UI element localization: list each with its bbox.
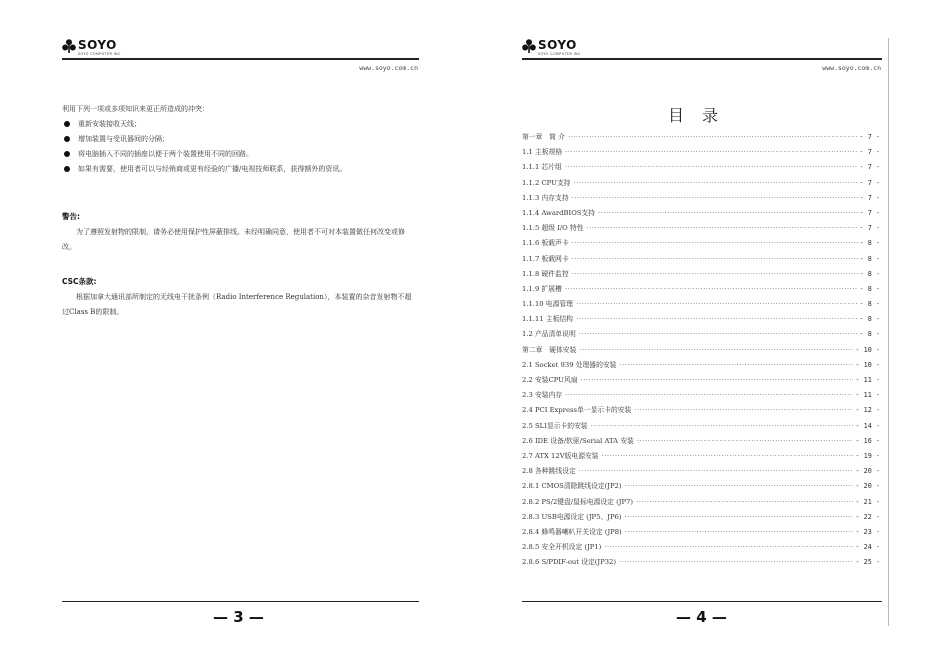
toc-entry-label: 1.1.5 超级 I/O 特性 xyxy=(522,224,584,233)
toc-entry[interactable] xyxy=(522,450,880,465)
toc-entry-label: 1.1.8 硬件监控 xyxy=(522,269,569,278)
header-rule xyxy=(522,58,882,60)
toc-entry[interactable] xyxy=(522,541,880,556)
toc-entry-page: - 8 - xyxy=(859,284,880,293)
logo-text: SOYO xyxy=(78,38,117,52)
header-rule xyxy=(62,58,419,60)
toc-entry[interactable] xyxy=(522,359,880,374)
soyo-logo-icon xyxy=(522,39,536,53)
toc-entry-label: 2.8.5 安全开机设定 (JP1) xyxy=(522,543,602,552)
toc-entry-page: - 11 - xyxy=(855,376,880,384)
logo-subtext: SOYO COMPUTER INC xyxy=(78,52,121,56)
site-url: www.soyo.com.cn xyxy=(822,64,881,72)
bullet-icon xyxy=(64,121,70,127)
toc-leader-dots xyxy=(565,148,857,156)
logo-subtext: SOYO COMPUTER INC xyxy=(538,52,581,56)
toc-entry-label: 2.8.2 PS/2键盘/鼠标电源设定 (JP7) xyxy=(522,497,634,506)
toc-entry-page: - 8 - xyxy=(859,239,880,248)
toc-entry-page: - 8 - xyxy=(859,300,880,309)
toc-entry-page: - 8 - xyxy=(859,254,880,263)
toc-entry[interactable] xyxy=(522,131,880,146)
toc-entry-page: - 19 - xyxy=(855,451,880,460)
toc-leader-dots xyxy=(625,513,854,521)
toc-entry[interactable] xyxy=(522,207,880,222)
toc-entry-page: - 7 - xyxy=(859,148,880,157)
toc-entry-page: - 24 - xyxy=(855,543,880,552)
toc-list xyxy=(522,131,880,571)
intro-text: 利用下列一项或多项知识来更正所造成的冲突： xyxy=(62,105,209,113)
toc-entry[interactable] xyxy=(522,344,880,359)
toc-entry[interactable] xyxy=(522,480,880,495)
bullet-icon xyxy=(64,136,70,142)
toc-leader-dots xyxy=(572,255,858,263)
toc-entry-page: - 8 - xyxy=(859,330,880,339)
soyo-logo-icon xyxy=(62,39,76,53)
list-item xyxy=(62,147,419,162)
page-number: — 3 — xyxy=(213,608,264,626)
toc-leader-dots xyxy=(625,528,854,536)
toc-leader-dots xyxy=(572,194,858,202)
toc-leader-dots xyxy=(602,452,854,460)
toc-entry-page: - 22 - xyxy=(855,512,880,521)
toc-entry[interactable] xyxy=(522,161,880,176)
toc-entry-label: 1.1 主板规格 xyxy=(522,148,563,157)
toc-entry[interactable] xyxy=(522,253,880,268)
toc-entry-page: - 7 - xyxy=(859,163,880,172)
footer-rule xyxy=(522,601,882,602)
toc-entry-page: - 7 - xyxy=(859,133,880,141)
toc-entry-page: - 10 - xyxy=(855,360,880,369)
toc-entry-label: 1.1.2 CPU支持 xyxy=(522,178,571,187)
toc-entry-label: 第二章 硬体安装 xyxy=(522,345,577,354)
toc-entry-page: - 7 - xyxy=(859,193,880,202)
toc-entry-label: 2.8.3 USB电源设定 (JP5、JP6) xyxy=(522,512,622,521)
toc-entry-label: 1.1.3 内存支持 xyxy=(522,193,569,202)
toc-entry[interactable] xyxy=(522,177,880,192)
toc-entry[interactable] xyxy=(522,313,880,328)
toc-entry-label: 第一章 简 介 xyxy=(522,133,565,141)
list-item-text: 重新安装接收天线； xyxy=(78,120,141,128)
toc-leader-dots xyxy=(576,315,858,323)
toc-leader-dots xyxy=(619,361,853,369)
list-item-text: 将电脑插入不同的插座以便于两个装置使用不同的回路。 xyxy=(78,150,253,158)
soyo-logo xyxy=(62,38,121,60)
toc-entry[interactable] xyxy=(522,389,880,404)
toc-leader-dots xyxy=(634,406,853,414)
list-item xyxy=(62,132,419,147)
toc-entry[interactable] xyxy=(522,146,880,161)
toc-leader-dots xyxy=(619,558,853,566)
toc-title: 目录 xyxy=(667,106,736,125)
bullet-icon xyxy=(64,166,70,172)
toc-entry[interactable] xyxy=(522,511,880,526)
toc-leader-dots xyxy=(565,391,853,399)
soyo-logo xyxy=(522,38,581,60)
site-url: www.soyo.com.cn xyxy=(359,64,418,72)
list-item xyxy=(62,117,419,132)
toc-entry-page: - 12 - xyxy=(855,406,880,415)
toc-entry[interactable] xyxy=(522,496,880,511)
bullet-icon xyxy=(64,151,70,157)
toc-entry-label: 1.1.4 AwardBIOS支持 xyxy=(522,208,596,217)
toc-leader-dots xyxy=(581,376,854,384)
toc-leader-dots xyxy=(573,179,857,187)
toc-entry[interactable] xyxy=(522,328,880,343)
page-number: — 4 — xyxy=(676,608,727,626)
toc-leader-dots xyxy=(579,346,853,354)
toc-entry-label: 1.1.6 板载声卡 xyxy=(522,239,569,248)
toc-entry[interactable] xyxy=(522,283,880,298)
logo-text: SOYO xyxy=(538,38,577,52)
toc-entry[interactable] xyxy=(522,298,880,313)
toc-leader-dots xyxy=(576,300,858,308)
toc-entry-page: - 11 - xyxy=(855,391,880,400)
toc-entry-page: - 8 - xyxy=(859,315,880,324)
toc-entry-page: - 20 - xyxy=(855,482,880,491)
toc-leader-dots xyxy=(579,467,854,475)
toc-entry-label: 1.2 产品清单说明 xyxy=(522,330,576,339)
toc-entry-label: 2.3 安装内存 xyxy=(522,391,563,400)
toc-leader-dots xyxy=(591,422,854,430)
toc-entry-page: - 7 - xyxy=(859,208,880,217)
toc-entry[interactable] xyxy=(522,237,880,252)
toc-entry[interactable] xyxy=(522,268,880,283)
warning-paragraph: 为了遵照发射物的限制，请务必使用保护性屏蔽排线。未经明确同意，使用者不可对本装置做任何改变或修改。 xyxy=(62,228,405,251)
list-item-text: 如果有需要，使用者可以与经销商或更有经验的广播/电视技师联系，获得额外的资讯。 xyxy=(78,165,347,173)
toc-entry-label: 1.1.10 电源管理 xyxy=(522,300,573,309)
toc-entry-label: 1.1.1 芯片组 xyxy=(522,163,562,172)
csc-paragraph: 根据加拿大通讯部所制定的无线电干扰条例（Radio Interference Regulation），本装置的杂音发射物不超过Class B的限制。 xyxy=(62,293,412,316)
toc-entry-page: - 7 - xyxy=(859,178,880,187)
warning-heading: 警告: xyxy=(62,212,80,221)
toc-entry-page: - 14 - xyxy=(855,421,880,430)
toc-entry[interactable] xyxy=(522,374,880,389)
toc-entry-page: - 21 - xyxy=(855,497,880,506)
toc-entry[interactable] xyxy=(522,526,880,541)
toc-entry-label: 2.1 Socket 939 处理器的安装 xyxy=(522,360,617,369)
toc-leader-dots xyxy=(636,498,853,506)
toc-entry-label: 1.1.7 板载网卡 xyxy=(522,254,569,263)
toc-entry-label: 2.2 安装CPU风扇 xyxy=(522,376,578,384)
toc-leader-dots xyxy=(637,437,854,445)
toc-entry-label: 2.5 SLI显示卡的安装 xyxy=(522,421,588,430)
footer-rule xyxy=(62,601,419,602)
toc-leader-dots xyxy=(565,285,858,293)
toc-leader-dots xyxy=(579,330,858,338)
toc-entry-page: - 7 - xyxy=(859,224,880,233)
toc-entry-page: - 25 - xyxy=(855,558,880,567)
toc-entry-label: 2.4 PCI Express单一显示卡的安装 xyxy=(522,406,632,415)
toc-entry-page: - 8 - xyxy=(859,269,880,278)
toc-entry-page: - 23 - xyxy=(855,527,880,536)
toc-leader-dots xyxy=(572,239,858,247)
toc-entry[interactable] xyxy=(522,404,880,419)
toc-entry-page: - 10 - xyxy=(855,345,880,354)
toc-entry-label: 2.6 IDE 设备/软驱/Serial ATA 安装 xyxy=(522,436,634,445)
right-page xyxy=(468,0,936,663)
toc-entry-label: 2.7 ATX 12V版电源安装 xyxy=(522,451,599,460)
toc-leader-dots xyxy=(568,133,858,141)
list-item xyxy=(62,162,419,177)
toc-entry[interactable] xyxy=(522,465,880,480)
toc-leader-dots xyxy=(587,224,858,232)
toc-entry-page: - 20 - xyxy=(855,467,880,476)
toc-entry-label: 2.8.1 CMOS清除跳线设定(JP2) xyxy=(522,482,622,491)
toc-leader-dots xyxy=(604,543,853,551)
toc-entry-label: 2.8.6 S/PDIF-out 设定(JP32) xyxy=(522,558,617,567)
toc-leader-dots xyxy=(625,482,854,490)
page-edge-line xyxy=(888,38,889,626)
toc-entry-label: 1.1.9 扩展槽 xyxy=(522,284,562,293)
toc-entry-label: 2.8 各种跳线设定 xyxy=(522,467,576,476)
toc-entry-page: - 16 - xyxy=(855,436,880,445)
toc-leader-dots xyxy=(598,209,858,217)
toc-entry-label: 1.1.11 主板结构 xyxy=(522,315,573,324)
toc-entry[interactable] xyxy=(522,435,880,450)
toc-leader-dots xyxy=(572,270,858,278)
bullet-list xyxy=(62,117,419,177)
toc-leader-dots xyxy=(565,163,858,171)
toc-entry[interactable] xyxy=(522,192,880,207)
list-item-text: 增加装置与受讯器间的分隔； xyxy=(78,135,169,143)
toc-entry-label: 2.8.4 蜂鸣器喇叭开关设定 (JP8) xyxy=(522,527,622,536)
toc-entry[interactable] xyxy=(522,420,880,435)
toc-entry[interactable] xyxy=(522,556,880,571)
toc-entry[interactable] xyxy=(522,222,880,237)
csc-heading: CSC条款: xyxy=(62,277,97,286)
